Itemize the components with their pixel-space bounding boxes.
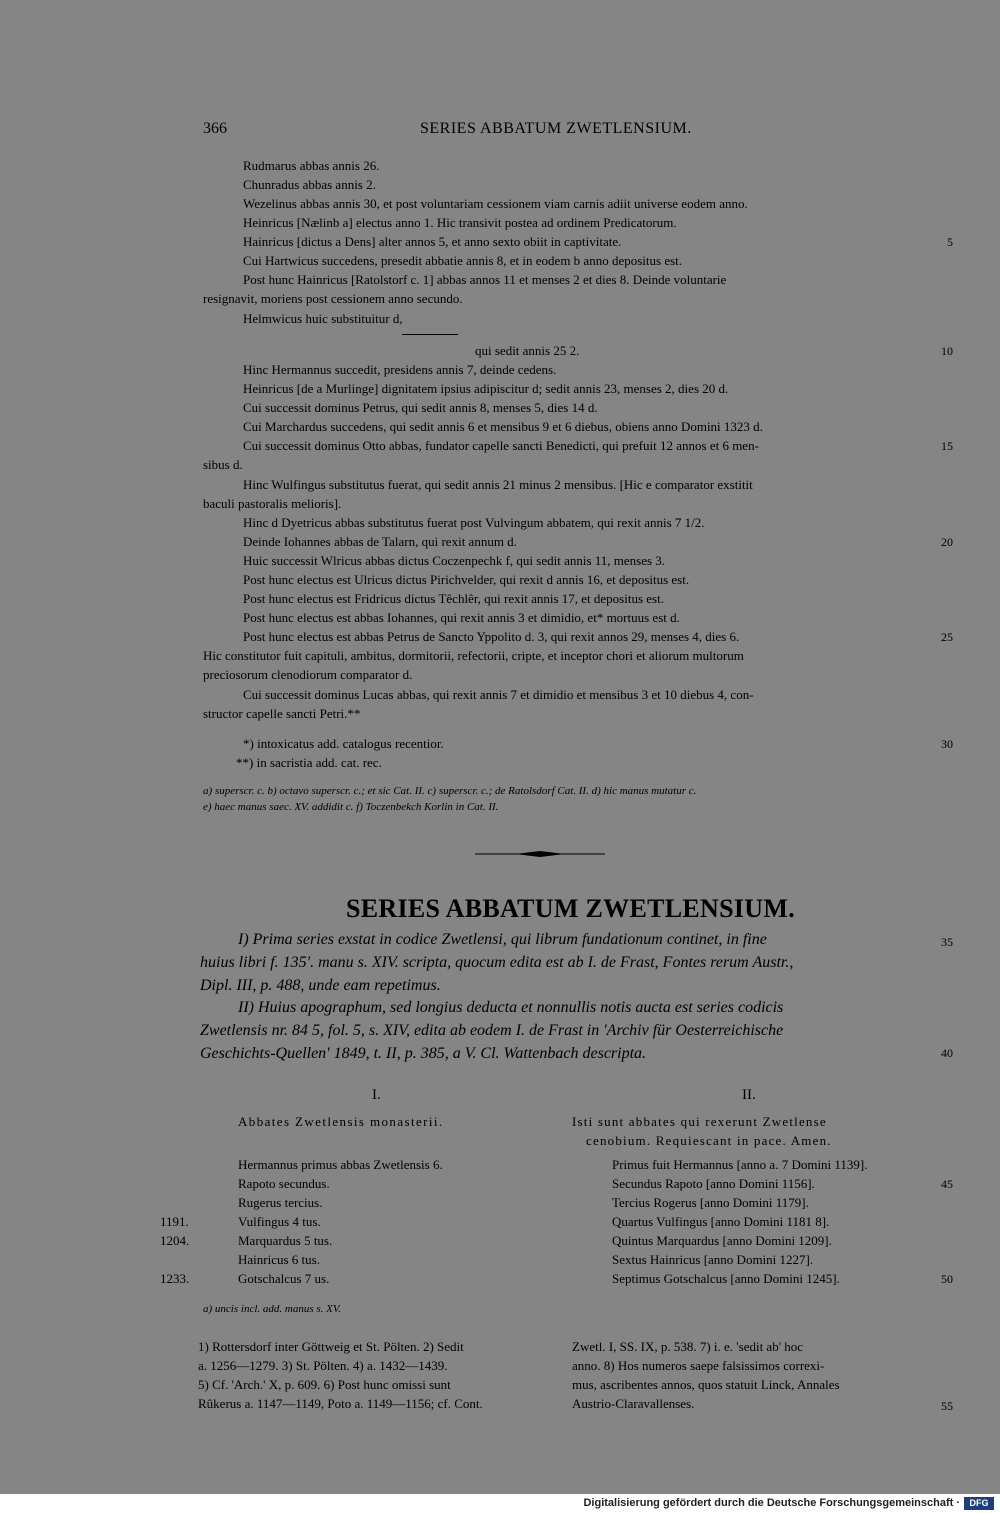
footnote-line: anno. 8) Hos numeros saepe falsissimos correxi- [572,1358,825,1373]
line-number: 30 [941,737,953,751]
line-number: 35 [941,935,953,949]
footnote-line: Austrio-Claravallenses. [572,1396,695,1411]
text-line: Deinde Iohannes abbas de Talarn, qui rexit annum d. [243,534,517,549]
line-number: 10 [941,344,953,358]
text-line: Hinc Hermannus succedit, presidens annis 7, deinde cedens. [243,362,557,377]
line-number: 50 [941,1272,953,1286]
intro-line: Zwetlensis nr. 84 5, fol. 5, s. XIV, edita ab eodem I. de Frast in 'Archiv für Oesterreichische [200,1022,784,1039]
asterisk-note: *) intoxicatus add. catalogus recentior. [243,736,444,751]
text-line: Cui successit dominus Lucas abbas, qui rexit annis 7 et dimidio et mensibus 3 et 10 diebus 4, con- [243,687,754,702]
column-left-heading: Abbates Zwetlensis monasterii. [238,1114,444,1129]
column-left-row: Rugerus tercius. [238,1195,323,1210]
divider-rule [402,334,458,335]
line-number: 15 [941,439,953,453]
text-line: Post hunc Hainricus [Ratolstorf c. 1] abbas annos 11 et menses 2 et dies 8. Deinde voluntarie [243,272,727,287]
column-left-year: 1204. [160,1233,190,1248]
column-right-numeral: II. [742,1087,756,1103]
dfg-logo-icon: DFG [964,1497,994,1510]
text-line: qui sedit annis 25 2. [475,343,580,358]
text-line: resignavit, moriens post cessionem anno secundo. [203,291,463,306]
footnote-line: 5) Cf. 'Arch.' X, p. 609. 6) Post hunc omissi sunt [198,1377,451,1392]
letter-note: e) haec manus saec. XV. addidit c. f) Toczenbekch Korlin in Cat. II. [203,801,499,813]
column-right-row: Quintus Marquardus [anno Domini 1209]. [612,1233,832,1248]
ornament-divider [475,850,605,858]
line-number: 5 [947,235,953,249]
column-right-row: Tercius Rogerus [anno Domini 1179]. [612,1195,809,1210]
text-line: Cui Hartwicus succedens, presedit abbatie annis 8, et in eodem b anno depositus est. [243,253,683,268]
text-line: preciosorum clenodiorum comparator d. [203,667,413,682]
text-line: Hinc d Dyetricus abbas substitutus fuerat post Vulvingum abbatem, qui rexit annis 7 1/2. [243,515,705,530]
line-number: 20 [941,535,953,549]
text-line: Post hunc electus est abbas Petrus de Sancto Yppolito d. 3, qui rexit annos 29, menses 4, dies 6. [243,629,740,644]
text-line: Rudmarus abbas annis 26. [243,158,380,173]
column-right-row: Primus fuit Hermannus [anno a. 7 Domini 1139]. [612,1157,868,1172]
text-line: Heinricus [Nælinb a] electus anno 1. Hic transivit postea ad ordinem Predicatorum. [243,215,677,230]
text-line: Hinc Wulfingus substitutus fuerat, qui sedit annis 21 minus 2 mensibus. [Hic e comparator exstitit [243,477,753,492]
column-right-row: Sextus Hainricus [anno Domini 1227]. [612,1252,814,1267]
column-left-year: 1191. [160,1214,189,1229]
column-left-row: Marquardus 5 tus. [238,1233,333,1248]
text-line: Post hunc electus est Fridricus dictus Têchlêr, qui rexit annis 17, et depositus est. [243,591,664,606]
text-line: Helmwicus huic substituitur d, [243,311,403,326]
line-number: 25 [941,630,953,644]
column-right-row: Secundus Rapoto [anno Domini 1156]. [612,1176,815,1191]
text-line: Post hunc electus est Ulricus dictus Pirichvelder, qui rexit d annis 16, et depositus est. [243,572,690,587]
text-line: structor capelle sancti Petri.** [203,706,361,721]
intro-line: II) Huius apographum, sed longius deducta et nonnullis notis aucta est series codicis [238,999,784,1016]
column-left-row: Vulfingus 4 tus. [238,1214,321,1229]
column-left-row: Hermannus primus abbas Zwetlensis 6. [238,1157,443,1172]
text-line: sibus d. [203,457,243,472]
text-line: Post hunc electus est abbas Iohannes, qui rexit annis 3 et dimidio, et* mortuus est d. [243,610,680,625]
running-title: SERIES ABBATUM ZWETLENSIUM. [420,120,692,137]
intro-line: I) Prima series exstat in codice Zwetlensi, qui librum fundationum continet, in fine [238,931,767,948]
line-number: 40 [941,1046,953,1060]
column-left-numeral: I. [372,1087,381,1103]
text-line: Hic constitutor fuit capituli, ambitus, dormitorii, refectorii, cripte, et inceptor chori et aliorum multorum [203,648,744,663]
text-line: Cui Marchardus succedens, qui sedit annis 6 et mensibus 9 et 6 diebus, obiens anno Domini 1323 d. [243,419,763,434]
column-note: a) uncis incl. add. manus s. XV. [203,1303,341,1315]
column-right-heading: Isti sunt abbates qui rexerunt Zwetlense [572,1114,827,1129]
column-left-row: Gotschalcus 7 us. [238,1271,330,1286]
footnote-line: a. 1256—1279. 3) St. Pölten. 4) a. 1432—1439. [198,1358,448,1373]
column-right-heading: cenobium. Requiescant in pace. Amen. [586,1133,832,1148]
text-line: Heinricus [de a Murlinge] dignitatem ipsius adipiscitur d; sedit annis 23, menses 2, dies 20 d. [243,381,729,396]
intro-line: Geschichts-Quellen' 1849, t. II, p. 385, a V. Cl. Wattenbach descripta. [200,1045,647,1062]
footnote-line: Zwetl. I, SS. IX, p. 538. 7) i. e. 'sedit ab' hoc [572,1339,804,1354]
column-left-year: 1233. [160,1271,190,1286]
page-number: 366 [203,120,227,137]
section-title: SERIES ABBATUM ZWETLENSIUM. [346,894,796,923]
column-left-row: Rapoto secundus. [238,1176,330,1191]
line-number: 55 [941,1399,953,1413]
text-line: Cui successit dominus Petrus, qui sedit annis 8, menses 5, dies 14 d. [243,400,598,415]
line-number: 45 [941,1177,953,1191]
column-right-row: Septimus Gotschalcus [anno Domini 1245]. [612,1271,840,1286]
column-left-row: Hainricus 6 tus. [238,1252,320,1267]
column-right-row: Quartus Vulfingus [anno Domini 1181 8]. [612,1214,830,1229]
text-line: Hainricus [dictus a Dens] alter annos 5, et anno sexto obiit in captivitate. [243,234,622,249]
text-line: Cui successit dominus Otto abbas, fundator capelle sancti Benedicti, qui prefuit 12 annos et 6 men- [243,438,759,453]
footnote-line: Rûkerus a. 1147—1149, Poto a. 1149—1156; cf. Cont. [198,1396,483,1411]
footer-text: Digitalisierung gefördert durch die Deutsche Forschungsgemeinschaft · [583,1497,960,1509]
letter-note: a) superscr. c. b) octavo superscr. c.; et sic Cat. II. c) superscr. c.; de Ratolsdorf Cat. II. d) hic manus mutatur c. [203,785,697,797]
footnote-line: mus, ascribentes annos, quos statuit Linck, Annales [572,1377,840,1392]
text-line: Chunradus abbas annis 2. [243,177,376,192]
footer-bar [0,1494,1000,1513]
asterisk-note: **) in sacristia add. cat. rec. [236,755,382,770]
footnote-line: 1) Rottersdorf inter Göttweig et St. Pölten. 2) Sedit [198,1339,464,1354]
text-line: baculi pastoralis melioris]. [203,496,342,511]
intro-line: huius libri f. 135'. manu s. XIV. scripta, quocum edita est ab I. de Frast, Fontes rerum Austr., [200,954,794,971]
text-line: Wezelinus abbas annis 30, et post voluntariam cessionem viam carnis adiit universe eodem anno. [243,196,748,211]
intro-line: Dipl. III, p. 488, unde eam repetimus. [200,977,441,994]
text-line: Huic successit Wlricus abbas dictus Coczenpechk f, qui sedit annis 11, menses 3. [243,553,666,568]
